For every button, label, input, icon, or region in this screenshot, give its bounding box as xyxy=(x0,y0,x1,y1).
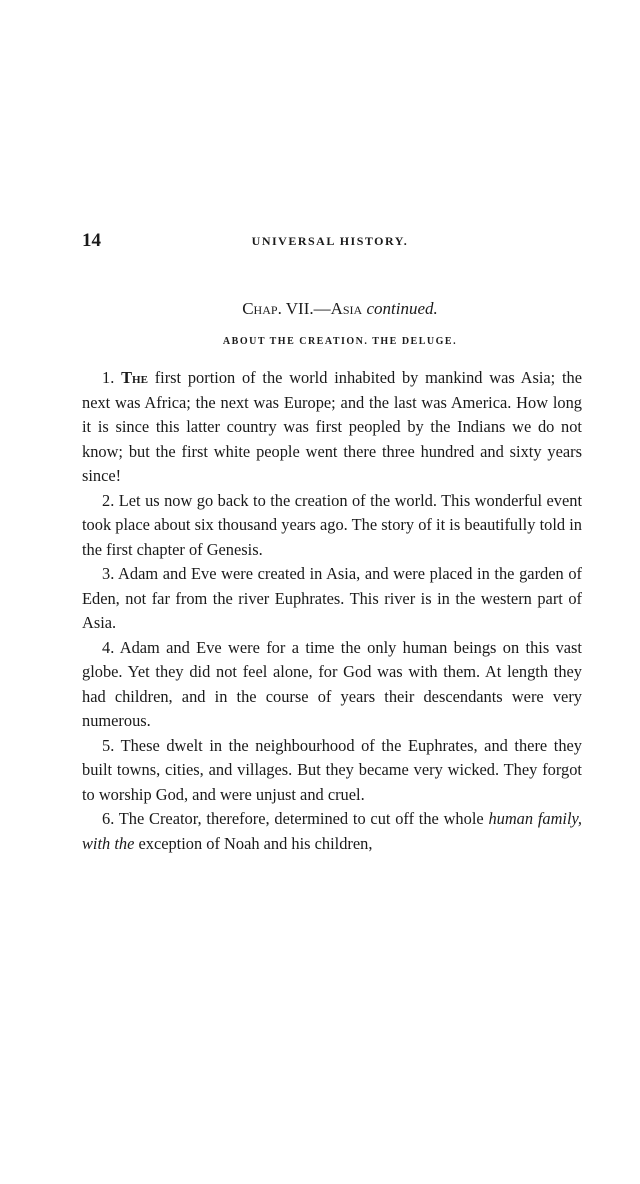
paragraph-text: first portion of the world inhabited by mankind was Asia; the next was Africa; the next was Europe; and the last was America. How long it is since this latter country was first peopled by the Indians we do not know; but the first white people went there three hundred and sixty years since! xyxy=(82,368,582,485)
paragraph-3 xyxy=(82,562,582,636)
paragraph-number: 6. xyxy=(102,809,115,828)
paragraph-4 xyxy=(82,636,582,734)
body-text xyxy=(82,366,582,856)
paragraph-1 xyxy=(82,366,582,489)
paragraph-number: 2. xyxy=(102,490,115,510)
chapter-subheading: ABOUT THE CREATION. THE DELUGE. xyxy=(222,336,458,347)
chapter-label: Chap. VII.— xyxy=(242,299,331,318)
paragraph-text-end: exception of Noah and his children, xyxy=(138,833,373,853)
paragraph-number: 1. xyxy=(102,368,115,387)
paragraph-text: These dwelt in the neighbourhood of the Euphrates, and there they built towns, cities, and villages. But they became very wicked. They forgot to worship God, and were unjust and cruel. xyxy=(82,735,582,804)
paragraph-text: The Creator, therefore, determined to cut off the whole xyxy=(118,809,484,828)
paragraph-text: Adam and Eve were created in Asia, and were placed in the garden of Eden, not far from the river Euphrates. This river is in the western part of Asia. xyxy=(82,564,582,632)
paragraph-first-word: The xyxy=(121,368,148,387)
paragraph-5 xyxy=(82,734,582,808)
paragraph-number: 5. xyxy=(102,735,115,755)
paragraph-number: 3. xyxy=(102,564,115,583)
paragraph-2 xyxy=(82,489,582,563)
paragraph-italic-text: human family, with the xyxy=(82,809,582,853)
paragraph-number: 4. xyxy=(102,637,115,657)
paragraph-text: Let us now go back to the creation of the world. This wonderful event took place about six thousand years ago. The story of it is beautifully told in the first chapter of Genesis. xyxy=(82,490,582,559)
chapter-heading xyxy=(0,299,640,319)
running-head: UNIVERSAL HISTORY. xyxy=(251,234,409,248)
paragraph-6 xyxy=(82,807,582,856)
page-number: 14 xyxy=(82,230,101,251)
chapter-continued: continued. xyxy=(366,299,438,318)
paragraph-text: Adam and Eve were for a time the only human beings on this vast globe. Yet they did not feel alone, for God was with them. At length they had children, and in the course of years their descendants were very numerous. xyxy=(82,637,582,730)
chapter-region: Asia xyxy=(330,299,363,318)
